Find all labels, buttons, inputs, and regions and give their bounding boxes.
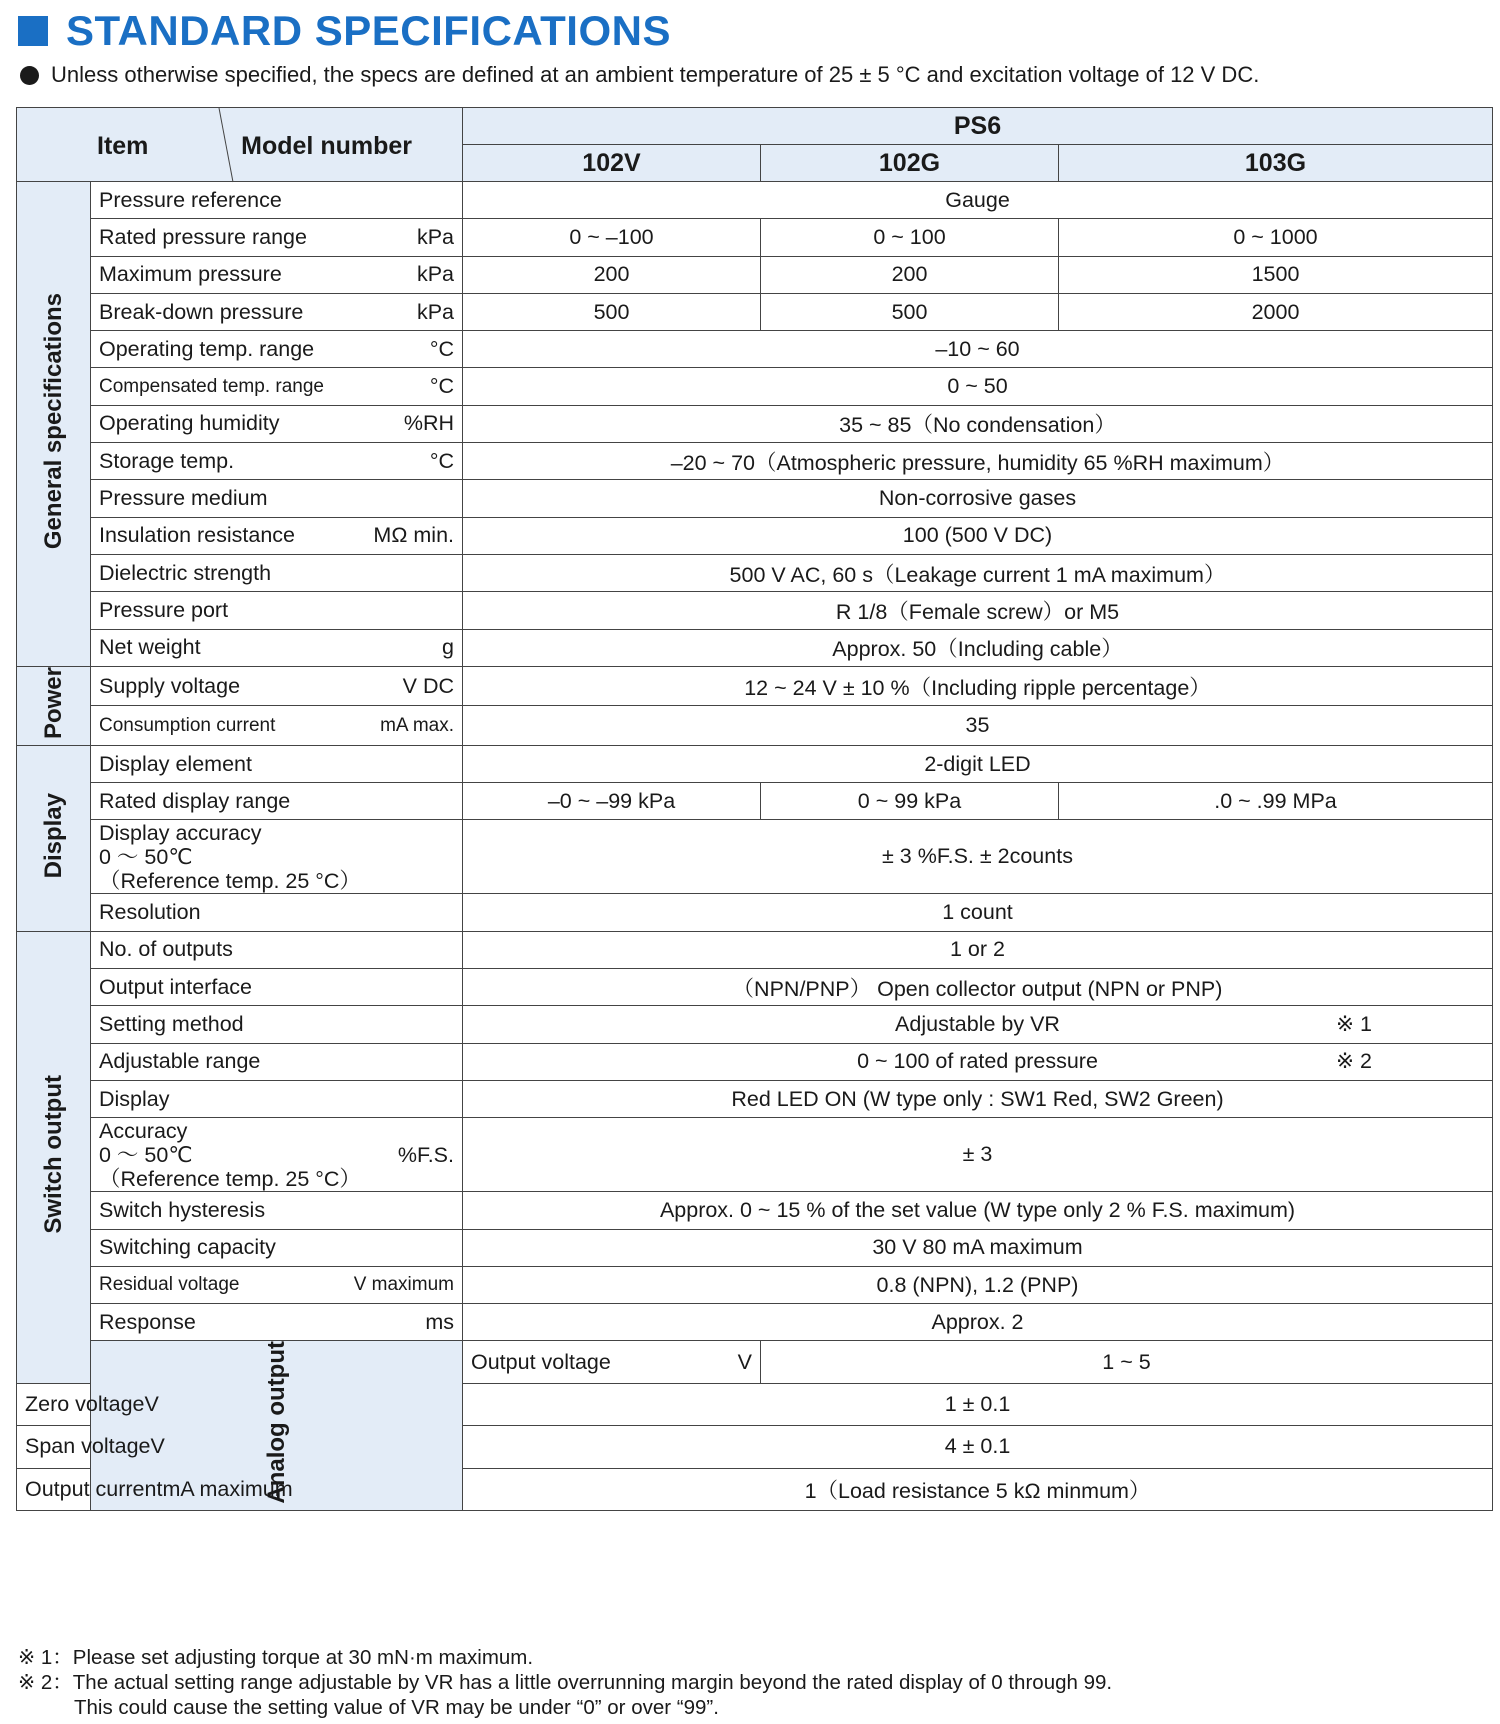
row-value: ± 3 [463,1118,1493,1192]
row-label: Rated pressure range kPa [91,219,463,256]
row-value: 1 ~ 5 [761,1341,1493,1383]
row-label: Pressure reference [91,182,463,219]
row-value: 0 ~ 99 kPa [761,783,1059,820]
table-row [17,1341,1493,1383]
row-label: Maximum pressure kPa [91,256,463,293]
table-row [17,219,1493,256]
table-row [17,293,1493,330]
row-label: Output voltage V [463,1341,761,1383]
group-power: Power [17,666,91,745]
table-row [17,1304,1493,1341]
row-value: 12 ~ 24 V ± 10 %（Including ripple percentage） [463,666,1493,706]
header-row-1 [17,108,1493,145]
row-label: Accuracy 0 〜 50℃ %F.S. （Reference temp. 25 °C） [91,1118,463,1192]
row-value: 500 V AC, 60 s（Leakage current 1 mA maximum） [463,554,1493,591]
row-value: 200 [761,256,1059,293]
row-label: Break-down pressure kPa [91,293,463,330]
header-item: Item [97,132,149,160]
row-value: 0.8 (NPN), 1.2 (PNP) [463,1266,1493,1303]
note-mark: ※ 2 [1336,1049,1372,1074]
row-value: Red LED ON (W type only : SW1 Red, SW2 Green) [463,1080,1493,1117]
row-label: Net weight g [91,629,463,666]
row-value: .0 ~ .99 MPa [1059,783,1493,820]
header-model-number: Model number [241,132,412,160]
row-value: 1 or 2 [463,931,1493,968]
row-label: No. of outputs [91,931,463,968]
row-value: 0 ~ 1000 [1059,219,1493,256]
row-label: Adjustable range [91,1043,463,1080]
row-label: Response ms [91,1304,463,1341]
table-row [17,331,1493,368]
table-row [17,745,1493,782]
row-value: –10 ~ 60 [463,331,1493,368]
table-row [17,480,1493,517]
row-value: 0 ~ 100 of rated pressure ※ 2 [463,1043,1493,1080]
header-series: PS6 [463,108,1493,145]
row-label: Display accuracy 0 〜 50℃ （Reference temp. 25 °C） [91,820,463,894]
row-label: Compensated temp. range °C [91,368,463,405]
row-value: R 1/8（Female screw）or M5 [463,592,1493,629]
table-row [17,666,1493,706]
row-value: 1500 [1059,256,1493,293]
table-row [17,1266,1493,1303]
row-value: 1 count [463,894,1493,931]
row-value: 100 (500 V DC) [463,517,1493,554]
footnote-2: ※ 2：The actual setting range adjustable by VR has a little overrunning margin beyond the rated display of 0 through 99. [18,1671,1113,1694]
row-value: 500 [761,293,1059,330]
row-label: Pressure port [91,592,463,629]
row-value: –0 ~ –99 kPa [463,783,761,820]
spec-table [16,107,1493,1511]
group-general: General specifications [17,182,91,667]
row-value: ± 3 %F.S. ± 2counts [463,820,1493,894]
table-row [17,629,1493,666]
intro-line [20,62,1259,88]
row-label: Operating temp. range °C [91,331,463,368]
row-label: Supply voltage V DC [91,666,463,706]
row-label: Setting method [91,1006,463,1043]
table-row [17,1043,1493,1080]
table-row [17,182,1493,219]
row-value: （NPN/PNP） Open collector output (NPN or PNP) [463,969,1493,1006]
title-square-icon [18,16,48,46]
row-label: Display [91,1080,463,1117]
row-label: Output interface [91,969,463,1006]
footnotes [18,1645,1112,1720]
group-analog-output: Analog output [91,1341,463,1511]
row-label: Residual voltage V maximum [91,1266,463,1303]
row-value: 2000 [1059,293,1493,330]
table-row [17,1080,1493,1117]
row-value: Approx. 0 ~ 15 % of the set value (W type only 2 % F.S. maximum) [463,1192,1493,1229]
row-label: Dielectric strength [91,554,463,591]
row-value: 200 [463,256,761,293]
header-corner [17,108,463,182]
row-value: 35 [463,706,1493,746]
header-model-3: 103G [1059,145,1493,182]
row-value: –20 ~ 70（Atmospheric pressure, humidity 65 %RH maximum） [463,443,1493,480]
row-value: 30 V 80 mA maximum [463,1229,1493,1266]
row-value: 0 ~ –100 [463,219,761,256]
header-model-2: 102G [761,145,1059,182]
table-row [17,706,1493,746]
page-title [18,8,671,54]
row-value: 500 [463,293,761,330]
group-switch-output: Switch output [17,931,91,1383]
row-value: Non-corrosive gases [463,480,1493,517]
row-value: 0 ~ 100 [761,219,1059,256]
table-row [17,517,1493,554]
table-row [17,1006,1493,1043]
row-label: Resolution [91,894,463,931]
row-label: Storage temp. °C [91,443,463,480]
bullet-icon [20,66,39,85]
row-value: Approx. 50（Including cable） [463,629,1493,666]
row-label: Output current mA maximum [17,1468,91,1510]
table-row [17,1229,1493,1266]
table-row [17,931,1493,968]
group-display: Display [17,745,91,931]
row-label: Insulation resistance MΩ min. [91,517,463,554]
row-value: Adjustable by VR ※ 1 [463,1006,1493,1043]
table-row [17,405,1493,442]
table-row [17,783,1493,820]
row-label: Switching capacity [91,1229,463,1266]
table-row [17,1118,1493,1192]
row-value: 35 ~ 85（No condensation） [463,405,1493,442]
row-value: 0 ~ 50 [463,368,1493,405]
table-row [17,554,1493,591]
header-model-1: 102V [463,145,761,182]
table-row [17,443,1493,480]
table-row [17,969,1493,1006]
note-mark: ※ 1 [1336,1012,1372,1037]
row-value: Approx. 2 [463,1304,1493,1341]
title-text: STANDARD SPECIFICATIONS [66,7,671,54]
row-label: Switch hysteresis [91,1192,463,1229]
table-row [17,592,1493,629]
table-row [17,256,1493,293]
row-label: Pressure medium [91,480,463,517]
row-value: 1 ± 0.1 [463,1383,1493,1425]
table-row [17,1192,1493,1229]
table-row [17,894,1493,931]
table-row [17,368,1493,405]
row-label: Display element [91,745,463,782]
row-value: 2-digit LED [463,745,1493,782]
row-value: 1（Load resistance 5 kΩ minmum） [463,1468,1493,1510]
row-label: Zero voltage V [17,1383,91,1425]
row-label: Operating humidity %RH [91,405,463,442]
footnote-1: ※ 1：Please set adjusting torque at 30 mN·m maximum. [18,1646,534,1669]
row-value: Gauge [463,182,1493,219]
row-label: Rated display range [91,783,463,820]
table-row [17,820,1493,894]
row-label: Consumption current mA max. [91,706,463,746]
row-value: 4 ± 0.1 [463,1426,1493,1468]
footnote-2-continued: This could cause the setting value of VR may be under “0” or over “99”. [74,1696,719,1719]
intro-text: Unless otherwise specified, the specs are defined at an ambient temperature of 25 ± 5 °C and excitation voltage of 12 V DC. [51,62,1260,87]
row-label: Span voltage V [17,1426,91,1468]
